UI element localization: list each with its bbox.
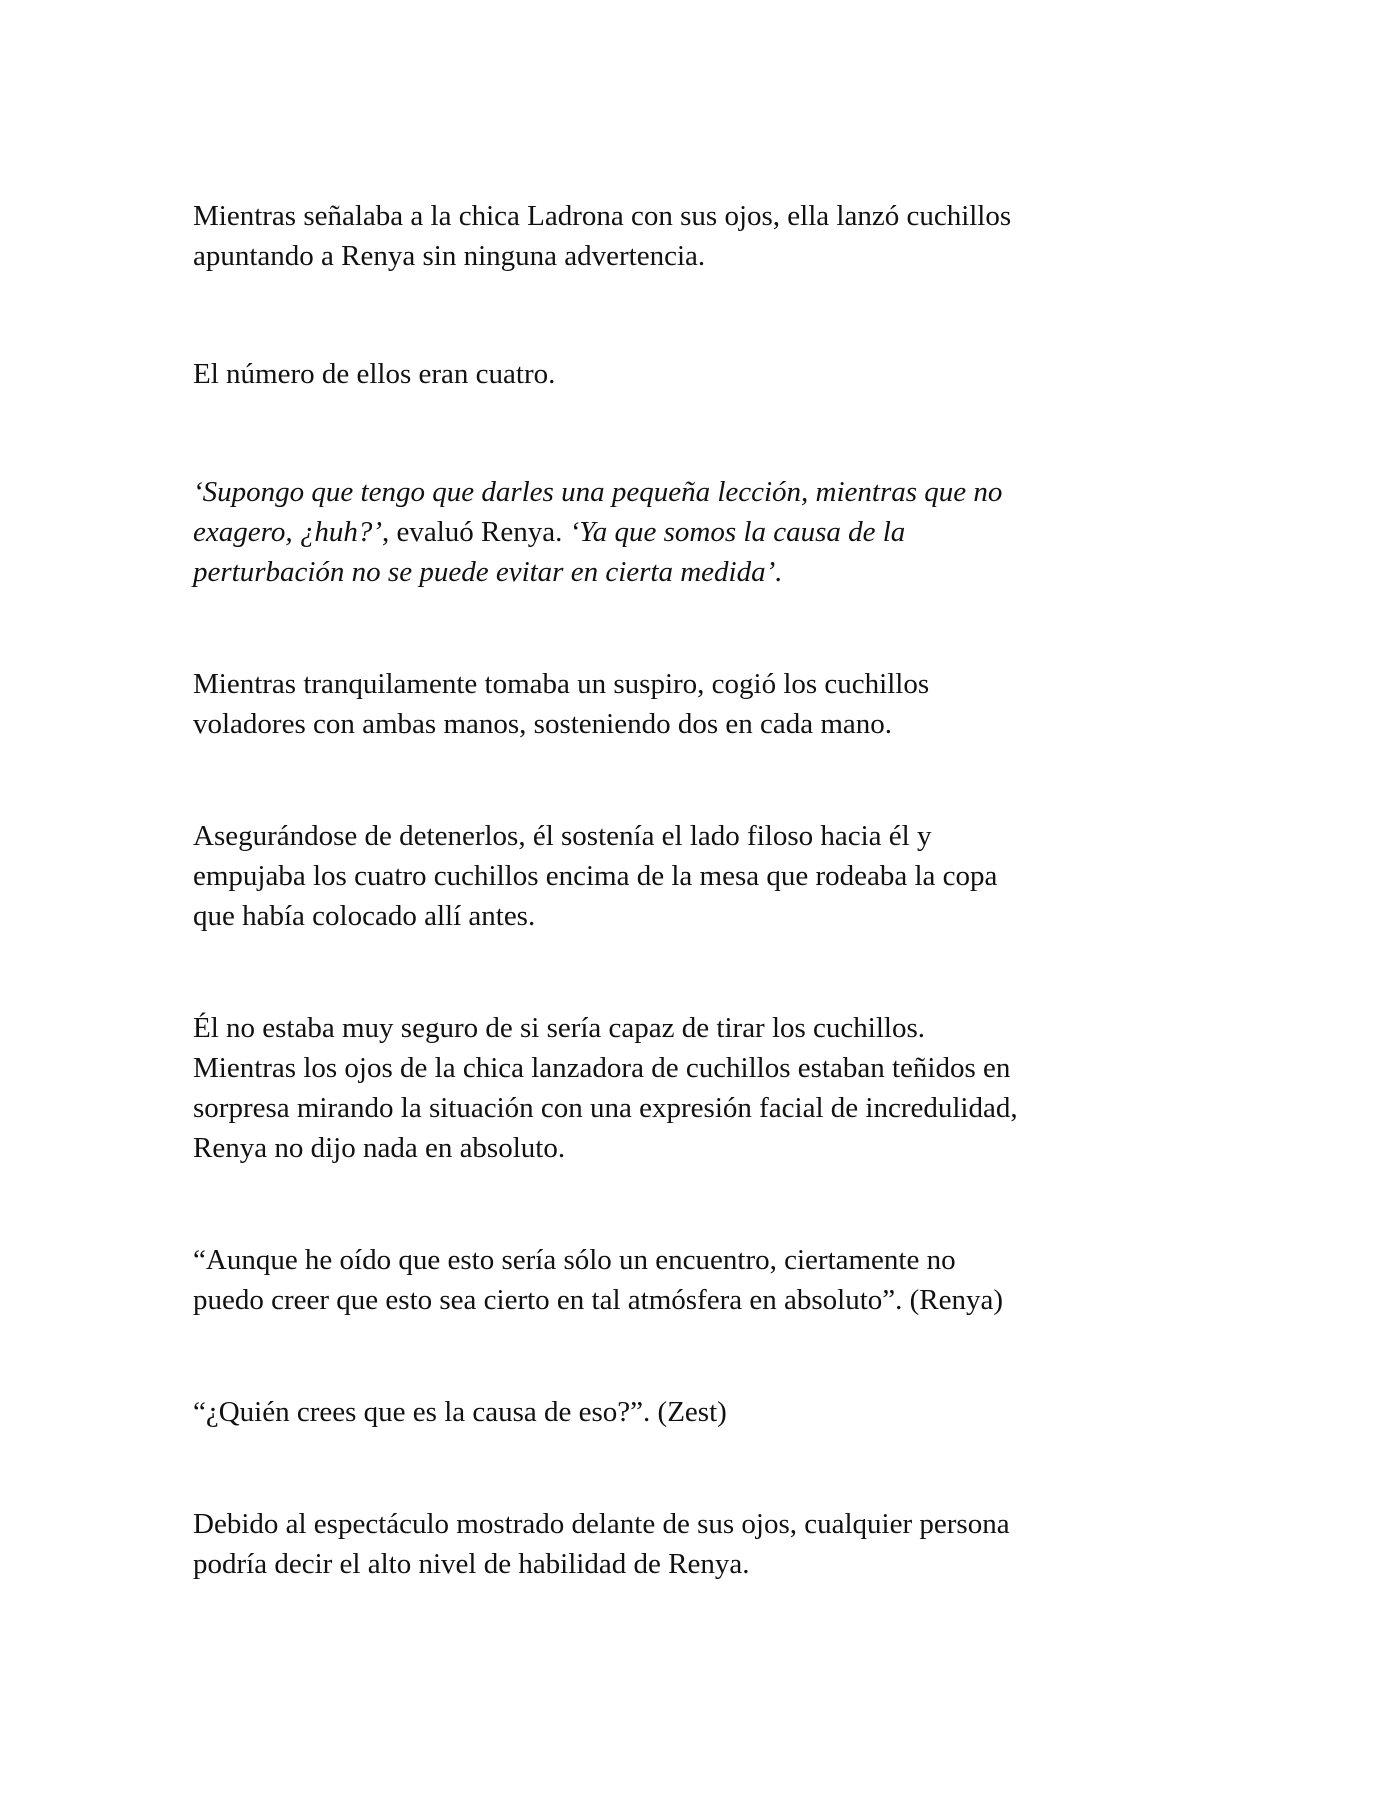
paragraph-6-line-2: Mientras los ojos de la chica lanzadora de cuchillos estaban teñidos en xyxy=(193,1052,1011,1084)
paragraph-1-line-2: apuntando a Renya sin ninguna advertencia. xyxy=(193,240,706,272)
paragraph-2 xyxy=(193,354,1223,394)
paragraph-9 xyxy=(193,1504,1223,1584)
paragraph-gap xyxy=(193,1432,1223,1504)
paragraph-6 xyxy=(193,1008,1223,1168)
paragraph-5-line-1: Asegurándose de detenerlos, él sostenía el lado filoso hacia él y xyxy=(193,820,932,852)
paragraph-3-italic-thought-1: ‘Supongo que tengo que darles una pequeña lección, mientras que no xyxy=(193,476,1003,508)
paragraph-5 xyxy=(193,816,1223,936)
paragraph-5-line-2: empujaba los cuatro cuchillos encima de la mesa que rodeaba la copa xyxy=(193,860,998,892)
paragraph-6-line-1: Él no estaba muy seguro de si sería capaz de tirar los cuchillos. xyxy=(193,1012,926,1044)
paragraph-3 xyxy=(193,472,1223,592)
paragraph-1 xyxy=(193,196,1223,276)
paragraph-gap xyxy=(193,936,1223,1008)
paragraph-gap xyxy=(193,1168,1223,1240)
paragraph-gap xyxy=(193,276,1223,354)
paragraph-6-line-4: Renya no dijo nada en absoluto. xyxy=(193,1132,566,1164)
paragraph-3-italic-thought-3: ‘Ya que somos la causa de la xyxy=(569,516,906,548)
paragraph-4 xyxy=(193,664,1223,744)
paragraph-gap xyxy=(193,744,1223,816)
paragraph-8 xyxy=(193,1392,1223,1432)
paragraph-7-line-1: “Aunque he oído que esto sería sólo un encuentro, ciertamente no xyxy=(193,1244,956,1276)
document-body xyxy=(193,196,1223,1584)
paragraph-1-line-1: Mientras señalaba a la chica Ladrona con sus ojos, ella lanzó cuchillos xyxy=(193,200,1012,232)
paragraph-6-line-3: sorpresa mirando la situación con una expresión facial de incredulidad, xyxy=(193,1092,1018,1124)
paragraph-3-italic-thought-4: perturbación no se puede evitar en cierta medida’. xyxy=(193,556,783,588)
paragraph-9-line-1: Debido al espectáculo mostrado delante de sus ojos, cualquier persona xyxy=(193,1508,1010,1540)
paragraph-4-line-2: voladores con ambas manos, sosteniendo dos en cada mano. xyxy=(193,708,893,740)
paragraph-gap xyxy=(193,1320,1223,1392)
paragraph-3-narration: , evaluó Renya. xyxy=(381,516,570,548)
paragraph-3-italic-thought-2: exagero, ¿huh?’ xyxy=(193,516,382,548)
paragraph-8-line-1: “¿Quién crees que es la causa de eso?”. (Zest) xyxy=(193,1396,727,1428)
paragraph-2-line-1: El número de ellos eran cuatro. xyxy=(193,358,556,390)
paragraph-4-line-1: Mientras tranquilamente tomaba un suspiro, cogió los cuchillos xyxy=(193,668,930,700)
paragraph-7-line-2: puedo creer que esto sea cierto en tal atmósfera en absoluto”. (Renya) xyxy=(193,1284,1004,1316)
paragraph-5-line-3: que había colocado allí antes. xyxy=(193,900,536,932)
paragraph-gap xyxy=(193,394,1223,472)
paragraph-gap xyxy=(193,592,1223,664)
paragraph-9-line-2: podría decir el alto nivel de habilidad de Renya. xyxy=(193,1548,750,1580)
paragraph-7 xyxy=(193,1240,1223,1320)
